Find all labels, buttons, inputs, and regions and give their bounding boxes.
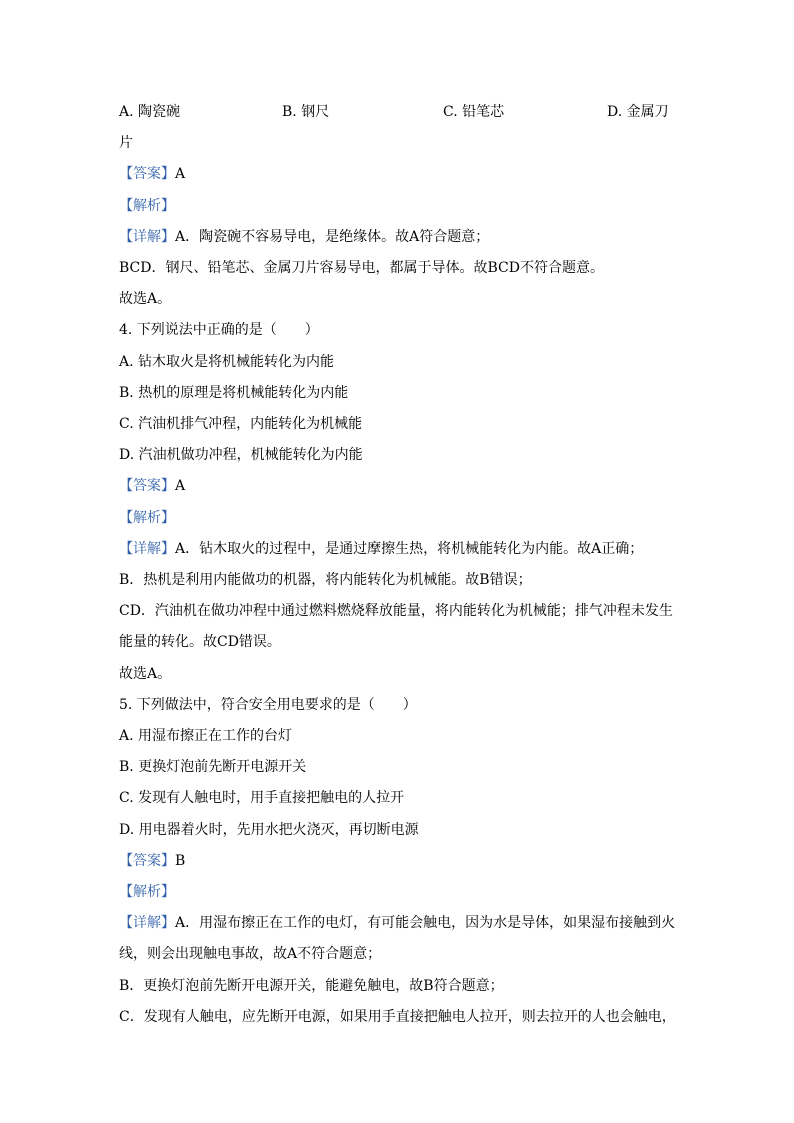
answer-value: A [175, 166, 186, 182]
analysis-tag: 【解析】 [119, 198, 175, 214]
q3-option-d-wrap: 片 [119, 135, 133, 151]
q3-analysis [119, 196, 679, 216]
q4-detail-line: CD．汽油机在做功冲程中通过燃料燃烧释放能量，将内能转化为机械能；排气冲程未发生 [119, 603, 673, 619]
q4-detail-line: 能量的转化。故CD错误。 [119, 634, 281, 650]
analysis-tag: 【解析】 [119, 510, 175, 526]
q4-option-d: D. 汽油机做功冲程，机械能转化为内能 [119, 447, 363, 463]
q5-detail-line [119, 913, 679, 933]
q4-detail-line [119, 539, 679, 559]
q3-answer [119, 164, 679, 184]
q3-conclusion: 故选A。 [119, 291, 172, 307]
detail-tag: 【详解】 [119, 541, 175, 557]
answer-tag: 【答案】 [119, 853, 175, 869]
answer-tag: 【答案】 [119, 166, 175, 182]
q5-detail-line: 线，则会出现触电事故，故A不符合题意； [119, 946, 382, 962]
q5-answer [119, 851, 679, 871]
q4-answer [119, 476, 679, 496]
q5-option-c: C. 发现有人触电时，用手直接把触电的人拉开 [119, 790, 405, 806]
q4-option-b: B. 热机的原理是将机械能转化为内能 [119, 385, 349, 401]
q5-option-a: A. 用湿布擦正在工作的台灯 [119, 728, 293, 744]
q5-stem: 5. 下列做法中，符合安全用电要求的是（ ） [119, 697, 417, 713]
answer-tag: 【答案】 [119, 478, 175, 494]
analysis-tag: 【解析】 [119, 884, 175, 900]
q3-detail-line [119, 227, 679, 247]
detail-text: A．陶瓷碗不容易导电，是绝缘体。故A符合题意； [175, 229, 490, 245]
q5-detail-line: B．更换灯泡前先断开电源开关，能避免触电，故B符合题意； [119, 978, 504, 994]
q3-detail-line: BCD．钢尺、铅笔芯、金属刀片容易导电，都属于导体。故BCD不符合题意。 [119, 260, 604, 276]
q3-option-c: C. 铅笔芯 [443, 104, 505, 120]
answer-value: A [175, 478, 186, 494]
q5-option-d: D. 用电器着火时，先用水把火浇灭，再切断电源 [119, 822, 419, 838]
detail-text: A．用湿布擦正在工作的电灯，有可能会触电，因为水是导体，如果湿布接触到火 [175, 915, 676, 931]
q5-detail-line: C．发现有人触电，应先断开电源，如果用手直接把触电人拉开，则去拉开的人也会触电， [119, 1009, 676, 1025]
q5-option-b: B. 更换灯泡前先断开电源开关 [119, 759, 307, 775]
detail-tag: 【详解】 [119, 915, 175, 931]
q4-analysis [119, 508, 679, 528]
q3-options-row [119, 102, 679, 122]
detail-tag: 【详解】 [119, 229, 175, 245]
q3-option-a: A. 陶瓷碗 [119, 104, 181, 120]
answer-value: B [175, 853, 186, 869]
q4-stem: 4. 下列说法中正确的是（ ） [119, 322, 319, 338]
q4-conclusion: 故选A。 [119, 666, 172, 682]
detail-text: A．钻木取火的过程中，是通过摩擦生热，将机械能转化为内能。故A正确； [175, 541, 644, 557]
q3-option-b: B. 钢尺 [282, 104, 330, 120]
q4-option-c: C. 汽油机排气冲程，内能转化为机械能 [119, 416, 363, 432]
q5-analysis [119, 882, 679, 902]
q3-option-d: D. 金属刀 [607, 104, 669, 120]
q4-detail-line: B．热机是利用内能做功的机器，将内能转化为机械能。故B错误； [119, 572, 532, 588]
q4-option-a: A. 钻木取火是将机械能转化为内能 [119, 354, 335, 370]
